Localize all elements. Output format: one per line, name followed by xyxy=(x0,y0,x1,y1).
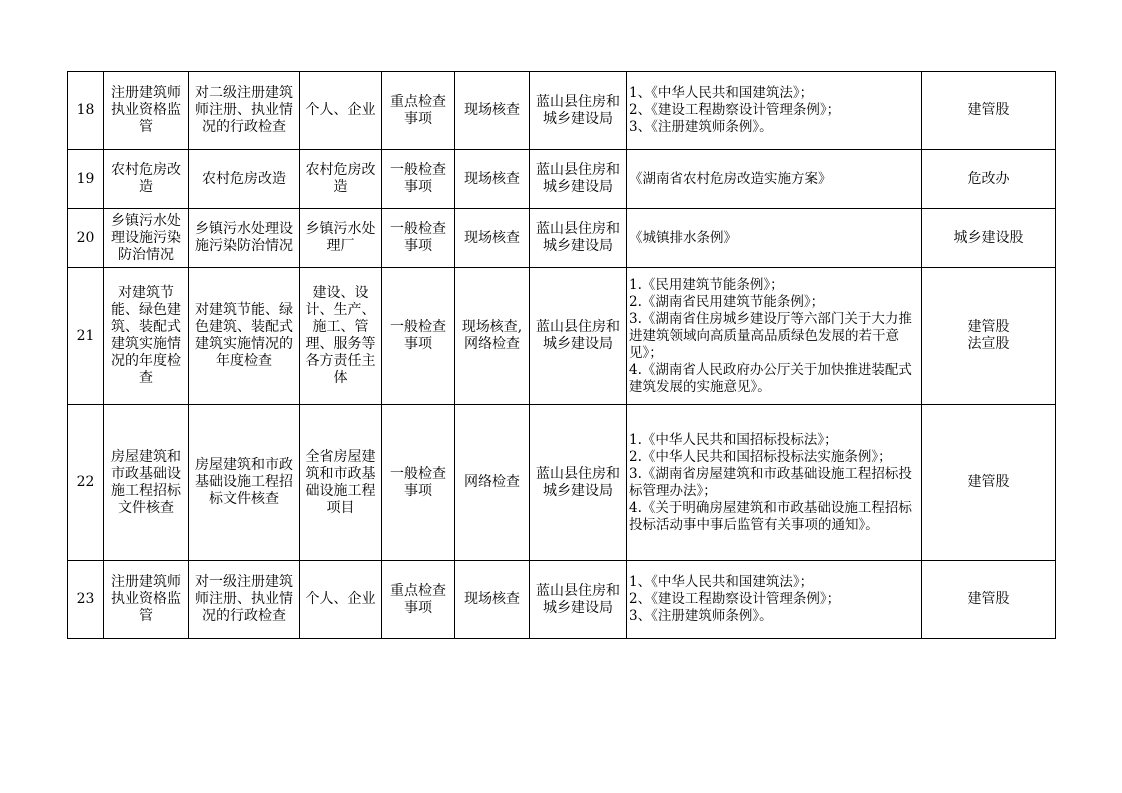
row-number xyxy=(68,268,104,405)
check-basis xyxy=(627,72,922,150)
check-agency-text: 蓝山县住房和城乡建设局 xyxy=(536,93,620,127)
responsible-dept xyxy=(922,150,1056,209)
check-basis xyxy=(627,561,922,639)
check-item-text: 注册建筑师执业资格监管 xyxy=(111,574,181,624)
check-content-text: 房屋建筑和市政基础设施工程招标文件核查 xyxy=(195,457,293,507)
check-method-text: 现场核查 xyxy=(464,229,520,246)
check-item xyxy=(104,72,189,150)
check-item-text: 对建筑节能、绿色建筑、装配式建筑实施情况的年度检查 xyxy=(111,285,181,386)
check-category xyxy=(382,150,455,209)
responsible-dept xyxy=(922,405,1056,561)
table-row xyxy=(68,405,1056,561)
basis-line: 3、《注册建筑师条例》。 xyxy=(629,608,773,624)
check-object-text: 农村危房改造 xyxy=(305,162,376,195)
row-number xyxy=(68,72,104,150)
check-content xyxy=(189,268,300,405)
basis-line: 4.《关于明确房屋建筑和市政基础设施工程招标投标活动事中事后监管有关事项的通知》。 xyxy=(629,499,912,533)
basis-line: 1.《中华人民共和国招标投标法》； xyxy=(629,431,838,448)
row-number xyxy=(68,405,104,561)
check-category xyxy=(382,405,455,561)
check-method xyxy=(455,72,530,150)
check-object xyxy=(300,405,382,561)
table-row xyxy=(68,561,1056,639)
check-method xyxy=(455,209,530,268)
row-number-text: 23 xyxy=(76,591,95,607)
check-category-text: 一般检查事项 xyxy=(390,319,446,352)
check-method xyxy=(455,405,530,561)
check-object xyxy=(300,268,382,405)
responsible-dept-text: 城乡建设股 xyxy=(953,229,1024,246)
basis-line: 2.《湖南省民用建筑节能条例》； xyxy=(629,293,825,310)
check-object xyxy=(300,561,382,639)
check-object-text: 全省房屋建筑和市政基础设施工程项目 xyxy=(305,448,376,516)
responsible-dept xyxy=(922,561,1056,639)
basis-line: 2、《建设工程勘察设计管理条例》； xyxy=(629,591,841,607)
check-content-text: 乡镇污水处理设施污染防治情况 xyxy=(195,221,293,254)
check-method-text: 现场核查 xyxy=(464,170,520,187)
row-number-text: 18 xyxy=(76,102,95,118)
row-number xyxy=(68,209,104,268)
responsible-dept-text: 建管股 xyxy=(967,102,1010,118)
check-method xyxy=(455,268,530,405)
responsible-dept xyxy=(922,72,1056,150)
basis-line: 2、《建设工程勘察设计管理条例》； xyxy=(629,102,841,118)
check-agency xyxy=(530,72,627,150)
check-agency xyxy=(530,268,627,405)
responsible-dept-text: 危改办 xyxy=(967,170,1010,187)
check-category-text: 一般检查事项 xyxy=(390,465,446,499)
basis-line: 1、《中华人民共和国建筑法》； xyxy=(629,574,814,590)
basis-line: 《城镇排水条例》 xyxy=(629,229,737,246)
check-content xyxy=(189,405,300,561)
check-basis xyxy=(627,405,922,561)
check-object xyxy=(300,209,382,268)
check-category xyxy=(382,561,455,639)
check-basis xyxy=(627,268,922,405)
check-content xyxy=(189,72,300,150)
check-agency-text: 蓝山县住房和城乡建设局 xyxy=(536,582,620,616)
row-number xyxy=(68,150,104,209)
check-item-text: 房屋建筑和市政基础设施工程招标文件核查 xyxy=(111,448,181,516)
check-object-text: 乡镇污水处理厂 xyxy=(305,221,376,254)
check-method xyxy=(455,561,530,639)
table-row xyxy=(68,209,1056,268)
check-object xyxy=(300,150,382,209)
check-agency xyxy=(530,561,627,639)
basis-line: 3.《湖南省住房城乡建设厅等六部门关于大力推进建筑领域向高质量高品质绿色发展的若干意见》； xyxy=(629,310,912,361)
check-item-text: 注册建筑师执业资格监管 xyxy=(111,85,181,135)
check-agency-text: 蓝山县住房和城乡建设局 xyxy=(536,319,620,352)
check-item xyxy=(104,561,189,639)
check-item xyxy=(104,209,189,268)
row-number-text: 21 xyxy=(76,327,95,344)
check-item xyxy=(104,405,189,561)
check-item-text: 乡镇污水处理设施污染防治情况 xyxy=(111,212,181,263)
basis-line: 1.《民用建筑节能条例》； xyxy=(629,276,784,293)
table-row xyxy=(68,268,1056,405)
check-category xyxy=(382,268,455,405)
check-content xyxy=(189,209,300,268)
check-category xyxy=(382,72,455,150)
check-agency-text: 蓝山县住房和城乡建设局 xyxy=(536,221,620,254)
table-row xyxy=(68,150,1056,209)
inspection-table xyxy=(67,71,1056,639)
check-category xyxy=(382,209,455,268)
row-number-text: 19 xyxy=(76,170,95,187)
check-content-text: 对建筑节能、绿色建筑、装配式建筑实施情况的年度检查 xyxy=(195,302,293,369)
check-object-text: 个人、企业 xyxy=(305,591,376,607)
check-agency xyxy=(530,209,627,268)
check-method-text: 现场核查 xyxy=(464,102,520,118)
basis-line: 3、《注册建筑师条例》。 xyxy=(629,119,773,135)
check-agency xyxy=(530,150,627,209)
check-content xyxy=(189,150,300,209)
check-content xyxy=(189,561,300,639)
check-item xyxy=(104,268,189,405)
check-category-text: 重点检查事项 xyxy=(390,93,446,127)
check-category-text: 重点检查事项 xyxy=(390,582,446,616)
check-object-text: 个人、企业 xyxy=(305,102,376,118)
check-item xyxy=(104,150,189,209)
check-object-text: 建设、设计、生产、施工、管理、服务等各方责任主体 xyxy=(305,285,376,386)
check-method-text: 网络检查 xyxy=(464,474,520,490)
check-method xyxy=(455,150,530,209)
row-number-text: 22 xyxy=(76,474,95,490)
responsible-dept-text: 建管股 xyxy=(967,591,1010,607)
basis-line: 2.《中华人民共和国招标投标法实施条例》； xyxy=(629,448,892,465)
table-body xyxy=(68,72,1056,639)
check-object xyxy=(300,72,382,150)
check-category-text: 一般检查事项 xyxy=(390,221,446,254)
check-basis xyxy=(627,150,922,209)
check-method-text: 现场核查,网络检查 xyxy=(461,319,523,352)
row-number-text: 20 xyxy=(76,229,95,246)
check-agency-text: 蓝山县住房和城乡建设局 xyxy=(536,162,620,195)
responsible-dept xyxy=(922,268,1056,405)
basis-line: 4.《湖南省人民政府办公厅关于加快推进装配式建筑发展的实施意见》。 xyxy=(629,361,912,395)
check-agency-text: 蓝山县住房和城乡建设局 xyxy=(536,465,620,499)
check-content-text: 对二级注册建筑师注册、执业情况的行政检查 xyxy=(195,85,293,135)
basis-line: 3.《湖南省房屋建筑和市政基础设施工程招标投标管理办法》； xyxy=(629,465,912,499)
basis-line: 1、《中华人民共和国建筑法》； xyxy=(629,85,814,101)
row-number xyxy=(68,561,104,639)
check-content-text: 对一级注册建筑师注册、执业情况的行政检查 xyxy=(195,574,293,624)
responsible-dept xyxy=(922,209,1056,268)
responsible-dept-text: 建管股 xyxy=(967,474,1010,490)
check-method-text: 现场核查 xyxy=(464,591,520,607)
responsible-dept-text: 建管股 法宣股 xyxy=(967,319,1010,352)
basis-line: 《湖南省农村危房改造实施方案》 xyxy=(629,170,832,187)
check-item-text: 农村危房改造 xyxy=(111,162,181,195)
check-content-text: 农村危房改造 xyxy=(202,170,286,187)
check-agency xyxy=(530,405,627,561)
check-category-text: 一般检查事项 xyxy=(390,162,446,195)
table-row xyxy=(68,72,1056,150)
check-basis xyxy=(627,209,922,268)
